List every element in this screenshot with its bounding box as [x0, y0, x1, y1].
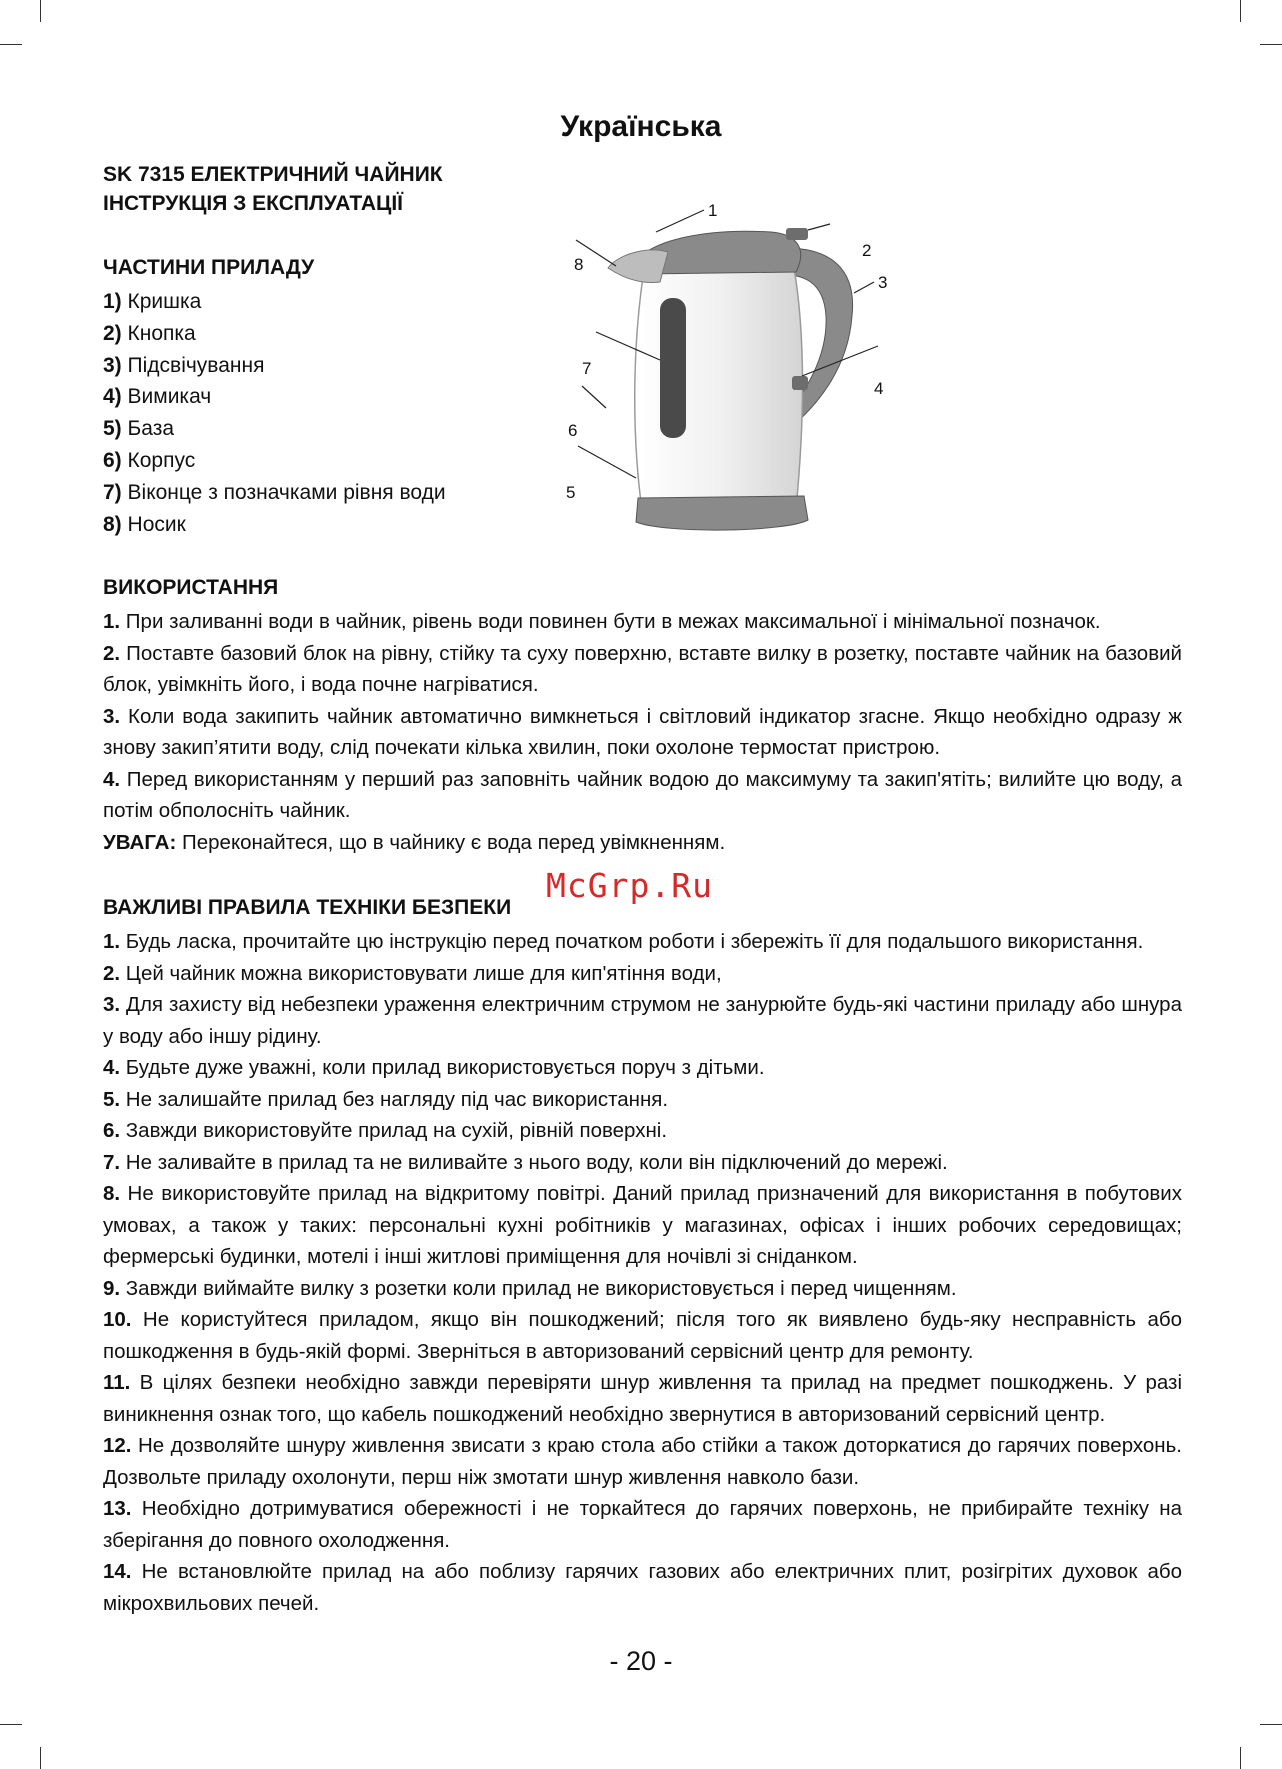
item-text: Коли вода закипить чайник автоматично вимкнеться і світловий індикатор згасне. Якщо необхідно одразу ж знову закип’ятити воду, слід почекати кілька хвилин, поки охолоне термостат пристрою. — [103, 704, 1182, 759]
item-text: В цілях безпеки необхідно завжди перевіряти шнур живлення та прилад на предмет пошкоджень. У разі виникнення ознак того, що кабель пошкоджений необхідно звернутися в авторизований сервісний центр. — [103, 1371, 1182, 1426]
part-number: 5) — [103, 417, 122, 441]
kettle-button — [786, 228, 808, 240]
safety-heading: ВАЖЛИВІ ПРАВИЛА ТЕХНІКИ БЕЗПЕКИ — [103, 896, 512, 919]
warning-label: УВАГА: — [103, 830, 177, 854]
part-number: 2) — [103, 321, 122, 345]
part-label: Кришка — [121, 290, 202, 313]
page-number: - 20 - — [609, 1646, 673, 1676]
part-number: 7) — [103, 480, 122, 504]
usage-item — [103, 638, 1182, 701]
safety-item — [103, 1178, 1182, 1273]
crop-mark — [0, 44, 22, 45]
watermark: McGrp.Ru — [546, 866, 713, 905]
item-text: Для захисту від небезпеки ураження електричним струмом не занурюйте будь-які частини приладу або шнура у воду або іншу рідину. — [103, 993, 1182, 1048]
callout-line — [854, 282, 874, 293]
callout-label: 8 — [574, 255, 584, 274]
part-label: Вимикач — [121, 385, 212, 409]
part-label: Корпус — [121, 448, 196, 472]
callout-label: 4 — [874, 379, 884, 398]
kettle-base — [636, 496, 808, 530]
callout-line — [808, 224, 830, 230]
crop-mark — [40, 1747, 41, 1769]
item-text: При заливанні води в чайник, рівень води повинен бути в межах максимальної і мінімальної позначок. — [120, 610, 1101, 633]
safety-item — [103, 1052, 1182, 1084]
callout-label: 3 — [878, 273, 888, 292]
callout-label: 5 — [566, 483, 576, 502]
item-text: Завжди використовуйте прилад на сухій, рівній поверхні. — [120, 1119, 668, 1142]
callout-label: 2 — [862, 241, 872, 260]
usage-item — [103, 764, 1182, 827]
usage-item — [103, 701, 1182, 764]
item-text: Будьте дуже уважні, коли прилад використовується поруч з дітьми. — [120, 1056, 765, 1079]
part-number: 1) — [103, 290, 122, 313]
item-number: 5. — [103, 1087, 121, 1111]
item-number: 7. — [103, 1150, 121, 1174]
item-number: 10. — [103, 1308, 132, 1331]
safety-item — [103, 989, 1182, 1052]
safety-item — [103, 1147, 1182, 1179]
document-title-line: SK 7315 ЕЛЕКТРИЧНИЙ ЧАЙНИК — [103, 163, 443, 186]
safety-item — [103, 1084, 1182, 1116]
item-number: 2. — [103, 961, 121, 985]
item-number: 6. — [103, 1119, 121, 1142]
item-text: Не користуйтеся приладом, якщо він пошкоджений; після того як виявлено будь-яку несправність або пошкодження в будь-якій формі. Зверніться в авторизований сервісний центр для ремонту. — [103, 1308, 1182, 1363]
item-text: Поставте базовий блок на рівну, стійку та суху поверхню, вставте вилку в розетку, поставте чайник на базовий блок, увімкніть його, і вода почне нагріватися. — [103, 641, 1182, 696]
item-text: Будь ласка, прочитайте цю інструкцію перед початком роботи і збережіть її для подальшого використання. — [120, 930, 1144, 953]
safety-item — [103, 1273, 1182, 1305]
item-text: Переконайтеся, що в чайнику є вода перед увімкненням. — [176, 830, 726, 854]
item-text: Не використовуйте прилад на відкритому повітрі. Даний прилад призначений для використання в побутових умовах, а також у таких: персональні кухні робітників у магазинах, офісах і інших робочих середовищах; фермерські будинки, мотелі і інші житлові приміщення для ночівлі зі сніданком. — [103, 1182, 1182, 1268]
part-label: Кнопка — [121, 321, 196, 345]
item-number: 13. — [103, 1497, 132, 1520]
item-number: 4. — [103, 767, 121, 791]
callout-label: 7 — [582, 359, 592, 378]
safety-item — [103, 958, 1182, 990]
part-label: Носик — [121, 512, 186, 536]
part-number: 6) — [103, 448, 122, 472]
item-number: 12. — [103, 1434, 132, 1457]
item-number: 14. — [103, 1560, 132, 1583]
parts-heading: ЧАСТИНИ ПРИЛАДУ — [103, 256, 315, 279]
callout-label: 6 — [568, 421, 578, 440]
item-text: Цей чайник можна використовувати лише для кип'ятіння води, — [120, 961, 722, 985]
safety-item — [103, 926, 1182, 958]
crop-mark — [1240, 1747, 1241, 1769]
safety-section — [103, 894, 1182, 1619]
item-text: Необхідно дотримуватися обережності і не торкайтеся до гарячих поверхонь, не прибирайте техніку на зберігання до повного охолодження. — [103, 1497, 1182, 1552]
item-number: 2. — [103, 641, 121, 665]
item-number: 1. — [103, 610, 121, 633]
usage-heading: ВИКОРИСТАННЯ — [103, 576, 279, 599]
callout-line — [656, 210, 704, 232]
safety-item — [103, 1304, 1182, 1367]
kettle-water-window — [660, 298, 686, 438]
item-text: Перед використанням у перший раз заповніть чайник водою до максимуму та закип'ятіть; вилийте цю воду, а потім обполосніть чайник. — [103, 767, 1182, 822]
kettle-body — [635, 268, 803, 510]
item-text: Не заливайте в прилад та не виливайте з нього воду, коли він підключений до мережі. — [120, 1150, 948, 1174]
safety-item — [103, 1493, 1182, 1556]
crop-mark — [40, 0, 41, 22]
part-label: Підсвічування — [121, 353, 265, 377]
crop-mark — [1260, 1724, 1282, 1725]
document-title-line: ІНСТРУКЦІЯ З ЕКСПЛУАТАЦІЇ — [103, 192, 403, 215]
item-number: 1. — [103, 930, 121, 953]
part-label: База — [121, 417, 175, 441]
kettle-spout — [608, 250, 668, 283]
usage-item — [103, 606, 1182, 638]
kettle-diagram — [556, 198, 886, 543]
item-text: Не дозволяйте шнуру живлення звисати з краю стола або стійки а також доторкатися до гарячих поверхонь. Дозвольте приладу охолонути, перш ніж змотати шнур живлення навколо бази. — [103, 1434, 1182, 1489]
item-text: Не встановлюйте прилад на або поблизу гарячих газових або електричних плит, розігрітих духовок або мікрохвильових печей. — [103, 1560, 1182, 1615]
part-label: Віконце з позначками рівня води — [121, 480, 446, 504]
usage-section — [103, 574, 1182, 858]
part-number: 8) — [103, 512, 122, 536]
item-text: Не залишайте прилад без нагляду під час використання. — [120, 1087, 669, 1111]
callout-label: 1 — [708, 201, 718, 220]
crop-mark — [1260, 44, 1282, 45]
item-number: 3. — [103, 993, 121, 1016]
safety-item — [103, 1556, 1182, 1619]
item-number: 9. — [103, 1276, 121, 1300]
callout-line — [578, 446, 636, 478]
safety-item — [103, 1430, 1182, 1493]
safety-item — [103, 1115, 1182, 1147]
crop-mark — [0, 1724, 22, 1725]
item-text: Завжди виймайте вилку з розетки коли прилад не використовується і перед чищенням. — [120, 1276, 957, 1300]
callout-line — [582, 386, 606, 408]
safety-item — [103, 1367, 1182, 1430]
part-number: 4) — [103, 385, 122, 409]
part-number: 3) — [103, 353, 122, 377]
crop-mark — [1240, 0, 1241, 22]
item-number: 8. — [103, 1182, 121, 1205]
item-number: 11. — [103, 1371, 131, 1394]
item-number: 4. — [103, 1056, 121, 1079]
item-number: 3. — [103, 704, 121, 728]
kettle-switch — [792, 376, 808, 390]
usage-warning — [103, 827, 1182, 859]
language-heading: Українська — [560, 110, 722, 143]
